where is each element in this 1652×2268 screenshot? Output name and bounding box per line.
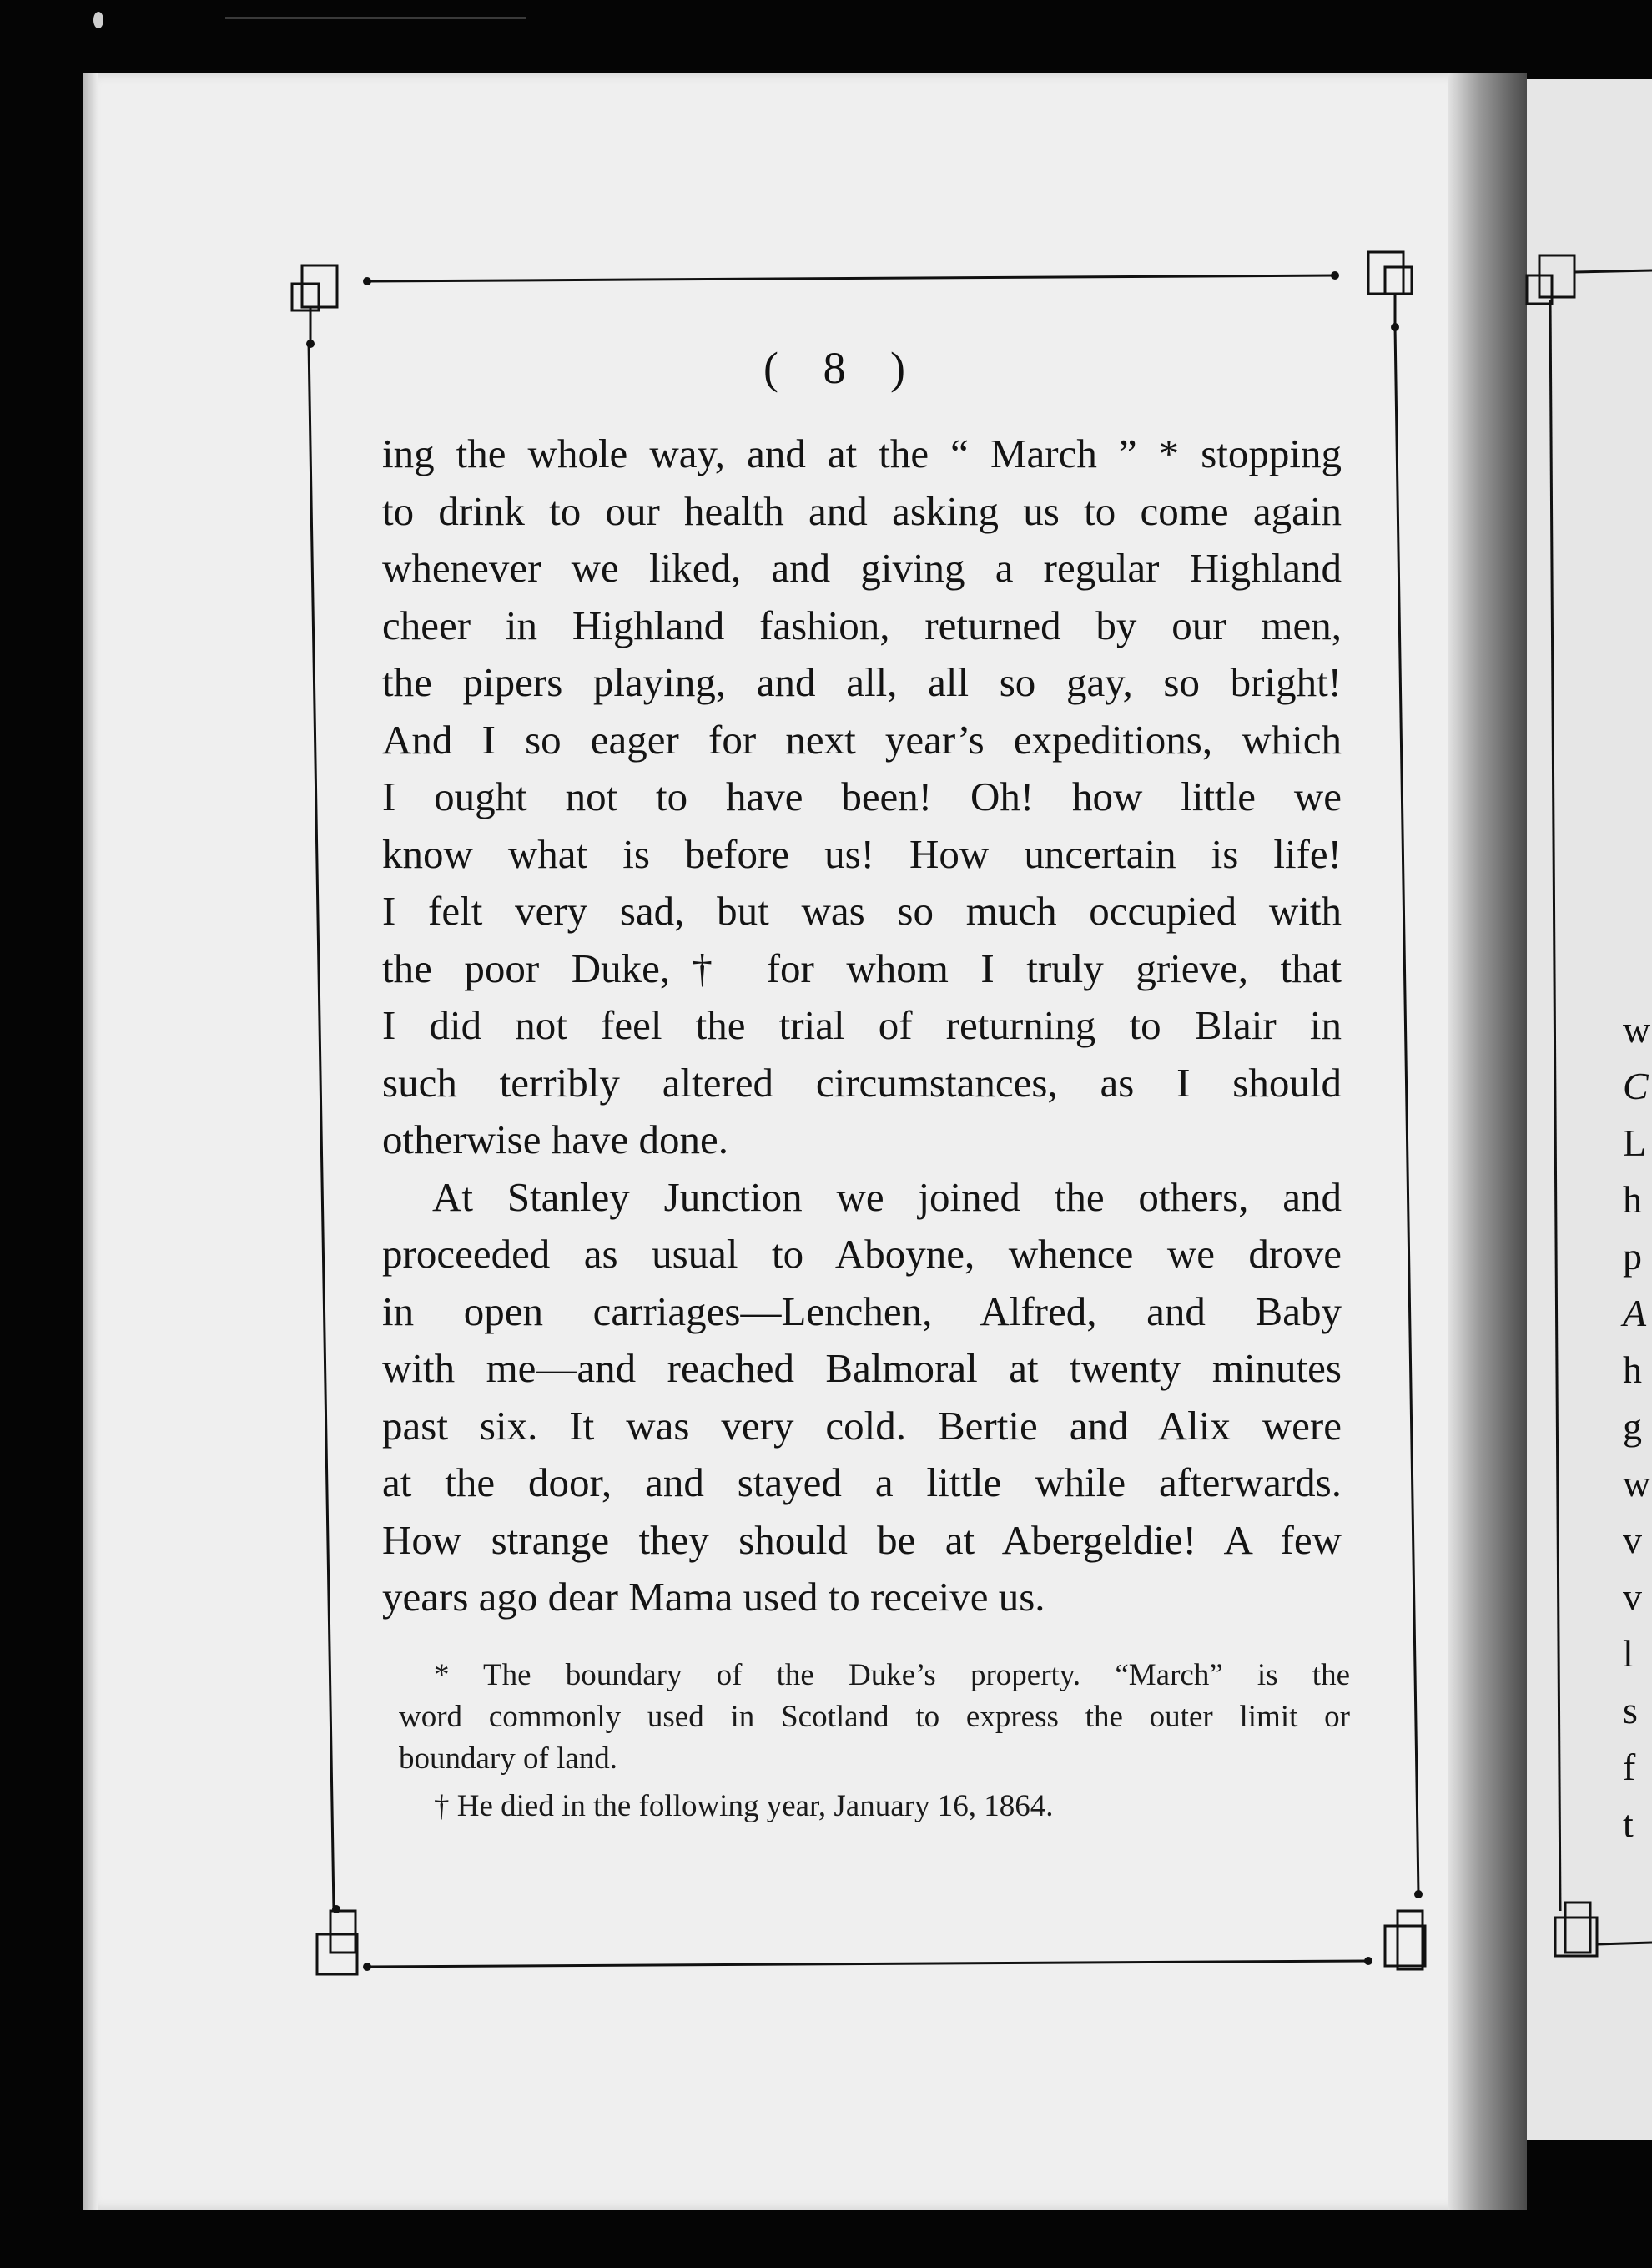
footnote-1	[399, 1655, 1350, 1780]
next-page-fragments	[1623, 1001, 1650, 1852]
footnote-line: boundary of land.	[399, 1741, 618, 1776]
fragment: g	[1623, 1405, 1642, 1448]
fragment: t	[1623, 1802, 1634, 1845]
fragment: A	[1623, 1292, 1647, 1334]
text-line: I ought not to have been! Oh! how little we	[382, 774, 1342, 819]
body-text	[382, 426, 1342, 1626]
text-line: know what is before us! How uncertain is life!	[382, 830, 1342, 877]
text-line: past six. It was very cold. Bertie and Alix were	[382, 1402, 1342, 1449]
text-line: And I so eager for next year’s expeditions, which	[382, 716, 1342, 763]
text-line: such terribly altered circumstances, as I should	[382, 1059, 1342, 1106]
fragment: l	[1623, 1632, 1634, 1675]
fragment: h	[1623, 1178, 1642, 1221]
text-line: to drink to our health and asking us to come again	[382, 487, 1342, 534]
footnote-2	[399, 1786, 1350, 1827]
fragment: v	[1623, 1575, 1642, 1618]
fragment: w	[1623, 1008, 1651, 1051]
text-line: I did not feel the trial of returning to Blair in	[382, 1002, 1342, 1048]
text-line: I felt very sad, but was so much occupied with	[382, 888, 1342, 934]
fragment: p	[1623, 1235, 1642, 1278]
page-number: ( 8 )	[763, 343, 922, 393]
footnote-line: † He died in the following year, January 16, 1864.	[434, 1789, 1054, 1823]
text-line: At Stanley Junction we joined the others, and	[432, 1173, 1342, 1220]
text-line: whenever we liked, and giving a regular Highland	[382, 545, 1342, 591]
footnote-line: word commonly used in Scotland to express the outer limit or	[399, 1700, 1350, 1734]
text-line: the poor Duke,† for whom I truly grieve, that	[382, 945, 1342, 991]
text-line: cheer in Highland fashion, returned by our men,	[382, 602, 1342, 648]
text-line: otherwise have done.	[382, 1116, 728, 1162]
fragment: v	[1623, 1519, 1642, 1561]
fragment: h	[1623, 1348, 1642, 1391]
footnote-line: * The boundary of the Duke’s property. “March” is the	[434, 1658, 1350, 1692]
fragment: C	[1623, 1065, 1649, 1107]
fragment: f	[1623, 1746, 1636, 1788]
text-line: in open carriages—Lenchen, Alfred, and Baby	[382, 1288, 1342, 1334]
text-line: proceeded as usual to Aboyne, whence we drove	[382, 1231, 1342, 1277]
fragment: w	[1623, 1462, 1651, 1504]
fragment: s	[1623, 1689, 1638, 1731]
text-line: at the door, and stayed a little while afterwards.	[382, 1459, 1342, 1505]
text-line: with me—and reached Balmoral at twenty minutes	[382, 1345, 1342, 1391]
text-line: years ago dear Mama used to receive us.	[382, 1574, 1045, 1620]
fragment: L	[1623, 1121, 1647, 1164]
text-line: the pipers playing, and all, all so gay, so bright!	[382, 659, 1342, 705]
text-line: How strange they should be at Abergeldie! A few	[382, 1516, 1342, 1563]
text-line: ing the whole way, and at the “ March ” * stopping	[382, 431, 1342, 476]
